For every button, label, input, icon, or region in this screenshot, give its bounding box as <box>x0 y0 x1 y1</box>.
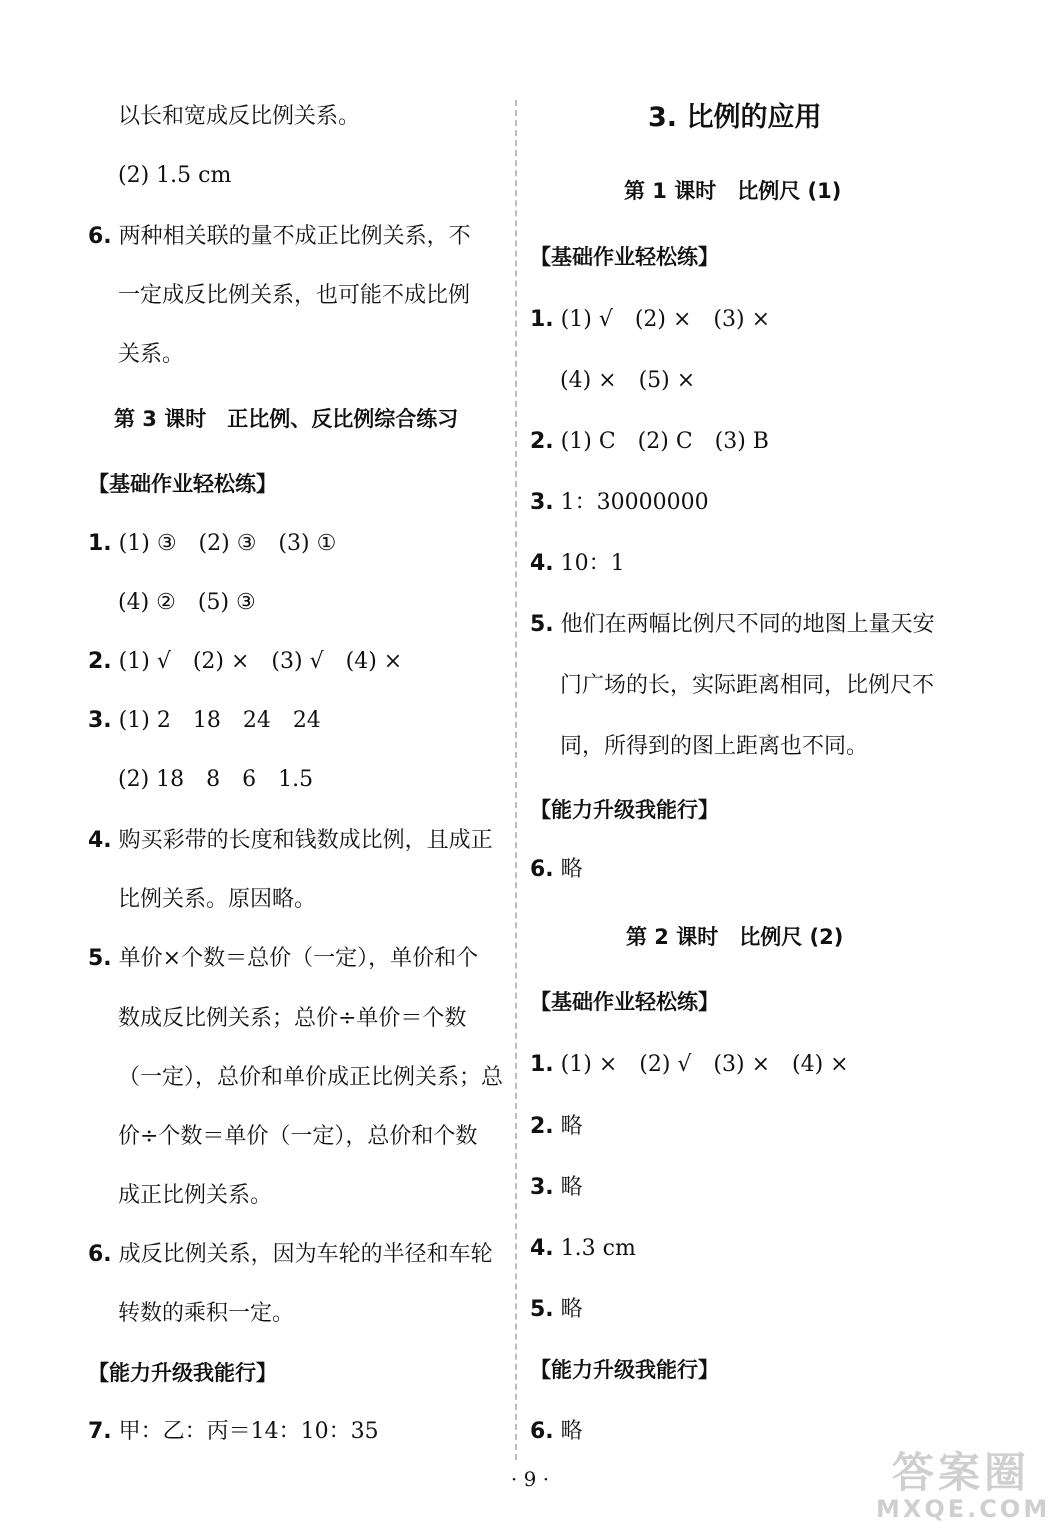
question-number: 6. <box>88 224 112 249</box>
question-number: 1. <box>530 307 554 332</box>
answer-2 <box>530 427 769 457</box>
question-number: 3. <box>530 1175 554 1200</box>
text-line: 关系。 <box>118 342 185 367</box>
watermark-url: MXQE.COM <box>876 1495 1051 1523</box>
answer-text: 10：1 <box>560 551 625 576</box>
answer-4 <box>530 549 625 579</box>
answer-6 <box>88 222 471 252</box>
answer-text: (1) √ (2) × (3) × <box>560 307 771 332</box>
question-number: 4. <box>88 828 112 853</box>
answer-text: 略 <box>560 1114 583 1139</box>
answer-4 <box>88 826 493 856</box>
question-number: 3. <box>88 708 112 733</box>
question-number: 2. <box>88 649 112 674</box>
answer-text: (1) ③ (2) ③ (3) ① <box>118 531 337 556</box>
question-number: 2. <box>530 429 554 454</box>
answer-5 <box>88 944 478 974</box>
answer-text: 略 <box>560 1419 583 1444</box>
basic-homework-heading: 【基础作业轻松练】 <box>530 245 719 269</box>
question-number: 4. <box>530 1236 554 1261</box>
lesson-1-title: 第 1 课时 比例尺 (1) <box>624 179 842 203</box>
text-line: 比例关系。原因略。 <box>118 887 317 912</box>
answer-text: 成反比例关系，因为车轮的半径和车轮 <box>118 1242 493 1267</box>
text-line: 价÷个数＝单价（一定），总价和个数 <box>118 1124 478 1149</box>
ability-heading-2: 【能力升级我能行】 <box>530 1358 719 1382</box>
answer-text: (1) C (2) C (3) B <box>560 429 769 454</box>
answer-6 <box>530 855 583 885</box>
text-line: 同，所得到的图上距离也不同。 <box>560 734 869 759</box>
answer-4b <box>530 1234 636 1264</box>
question-number: 1. <box>88 531 112 556</box>
lesson-2-title: 第 2 课时 比例尺 (2) <box>626 925 844 949</box>
text-line: (2) 1.5 cm <box>118 163 232 188</box>
text-line: 门广场的长，实际距离相同，比例尺不 <box>560 673 935 698</box>
answer-text: (1) × (2) √ (3) × (4) × <box>560 1052 849 1077</box>
text-line: 转数的乘积一定。 <box>118 1301 295 1326</box>
answer-1 <box>530 305 770 335</box>
question-number: 5. <box>88 946 112 971</box>
question-number: 5. <box>530 1297 554 1322</box>
answer-2 <box>88 647 402 677</box>
basic-homework-heading: 【基础作业轻松练】 <box>88 472 277 496</box>
answer-text: 他们在两幅比例尺不同的地图上量天安 <box>560 612 935 637</box>
answer-text: 1.3 cm <box>560 1236 636 1261</box>
watermark-logo <box>876 1448 1051 1523</box>
ability-heading: 【能力升级我能行】 <box>530 798 719 822</box>
answer-text: (1) √ (2) × (3) √ (4) × <box>118 649 403 674</box>
answer-text: 两种相关联的量不成正比例关系，不 <box>118 224 471 249</box>
answer-text: 1：30000000 <box>560 490 709 515</box>
answer-text: 单价×个数＝总价（一定），单价和个 <box>118 946 479 971</box>
answer-3b <box>530 1173 583 1203</box>
page-number: · 9 · <box>510 1467 550 1491</box>
basic-homework-heading-2: 【基础作业轻松练】 <box>530 990 719 1014</box>
question-number: 7. <box>88 1419 112 1444</box>
answer-text: 购买彩带的长度和钱数成比例，且成正 <box>118 828 493 853</box>
ability-heading: 【能力升级我能行】 <box>88 1361 277 1385</box>
watermark-text: 答案圈 <box>891 1448 1030 1497</box>
lesson-3-title: 第 3 课时 正比例、反比例综合练习 <box>114 407 459 431</box>
answer-3 <box>530 488 709 518</box>
text-line: 成正比例关系。 <box>118 1183 273 1208</box>
text-line: (4) ② (5) ③ <box>118 590 256 615</box>
question-number: 1. <box>530 1052 554 1077</box>
section-title: 3. 比例的应用 <box>648 102 822 133</box>
text-line: (2) 18 8 6 1.5 <box>118 767 314 792</box>
answer-7 <box>88 1417 379 1447</box>
question-number: 6. <box>530 1419 554 1444</box>
answer-6b <box>88 1240 493 1270</box>
question-number: 2. <box>530 1114 554 1139</box>
answer-text: 略 <box>560 857 583 882</box>
answer-text: 甲：乙：丙＝14：10：35 <box>118 1419 379 1444</box>
answer-text: 略 <box>560 1297 583 1322</box>
text-line: 以长和宽成反比例关系。 <box>118 104 361 129</box>
question-number: 3. <box>530 490 554 515</box>
answer-text: 略 <box>560 1175 583 1200</box>
answer-1 <box>88 529 336 559</box>
text-line: (4) × (5) × <box>560 368 696 393</box>
question-number: 4. <box>530 551 554 576</box>
answer-2b <box>530 1112 583 1142</box>
answer-5 <box>530 610 935 640</box>
question-number: 5. <box>530 612 554 637</box>
answer-5b <box>530 1295 583 1325</box>
column-divider <box>515 100 517 1460</box>
answer-text: (1) 2 18 24 24 <box>118 708 321 733</box>
question-number: 6. <box>88 1242 112 1267</box>
text-line: 一定成反比例关系，也可能不成比例 <box>118 283 471 308</box>
question-number: 6. <box>530 857 554 882</box>
answer-6b <box>530 1417 583 1447</box>
text-line: （一定），总价和单价成正比例关系；总 <box>118 1065 504 1090</box>
answer-3 <box>88 706 321 736</box>
text-line: 数成反比例关系；总价÷单价＝个数 <box>118 1006 467 1031</box>
answer-1b <box>530 1050 849 1080</box>
